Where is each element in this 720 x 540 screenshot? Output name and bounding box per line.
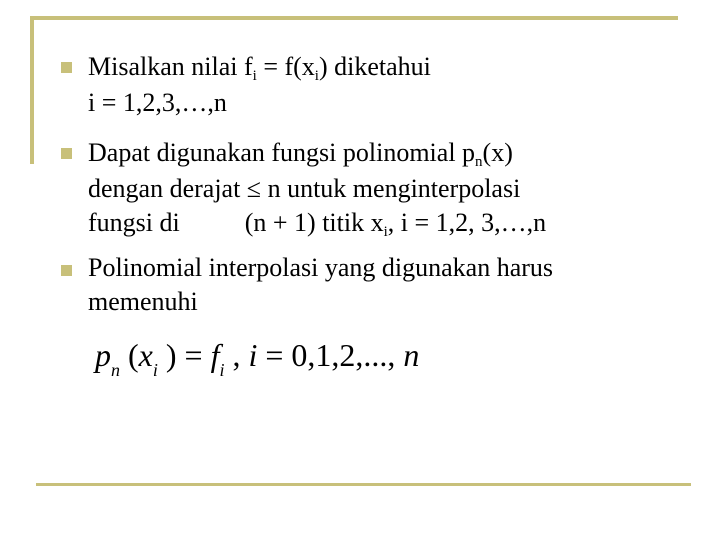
bullet-2-line-1 — [88, 138, 513, 168]
frame-top-line — [30, 16, 678, 20]
formula-comma: , — [224, 337, 249, 373]
formula-subscript: n — [111, 360, 120, 380]
text-segment: , i = 1,2, 3,…,n — [387, 208, 547, 237]
subscript: n — [475, 154, 483, 170]
bullet-square-icon — [61, 62, 72, 73]
formula-range: = 0,1,2,..., — [257, 337, 404, 373]
interpolation-formula — [95, 335, 420, 380]
formula-paren-open: ( — [120, 337, 139, 373]
text-segment: (x) — [482, 138, 513, 167]
bullet-1-line-1 — [88, 52, 431, 82]
bullet-3-line-2: memenuhi — [88, 287, 198, 316]
text-segment: Misalkan nilai f — [88, 52, 253, 81]
formula-paren-close-equals: ) = — [157, 337, 211, 373]
bullet-square-icon — [61, 265, 72, 276]
formula-i: i — [248, 337, 258, 373]
formula-x: x — [138, 337, 153, 373]
frame-left-line — [30, 16, 34, 164]
text-segment: fungsi di (n + 1) titik x — [88, 208, 384, 237]
bullet-1-line-2: i = 1,2,3,…,n — [88, 88, 227, 117]
formula-f: f — [210, 337, 220, 373]
bullet-2-line-2: dengan derajat ≤ n untuk menginterpolasi — [88, 174, 521, 203]
formula-n: n — [403, 337, 420, 373]
subscript: i — [383, 224, 388, 240]
text-segment: ) diketahui — [318, 52, 431, 81]
bullet-2-line-3 — [88, 208, 546, 238]
text-segment: Dapat digunakan fungsi polinomial p — [88, 138, 476, 167]
bullet-3-line-1: Polinomial interpolasi yang digunakan harus — [88, 253, 554, 282]
formula-p: p — [95, 337, 111, 373]
text-segment: = f(x — [256, 52, 315, 81]
bullet-square-icon — [61, 148, 72, 159]
formula-subscript: i — [152, 360, 158, 380]
subscript: i — [252, 68, 257, 84]
frame-bottom-line — [36, 483, 691, 486]
formula-subscript: i — [219, 360, 225, 380]
subscript: i — [314, 68, 319, 84]
